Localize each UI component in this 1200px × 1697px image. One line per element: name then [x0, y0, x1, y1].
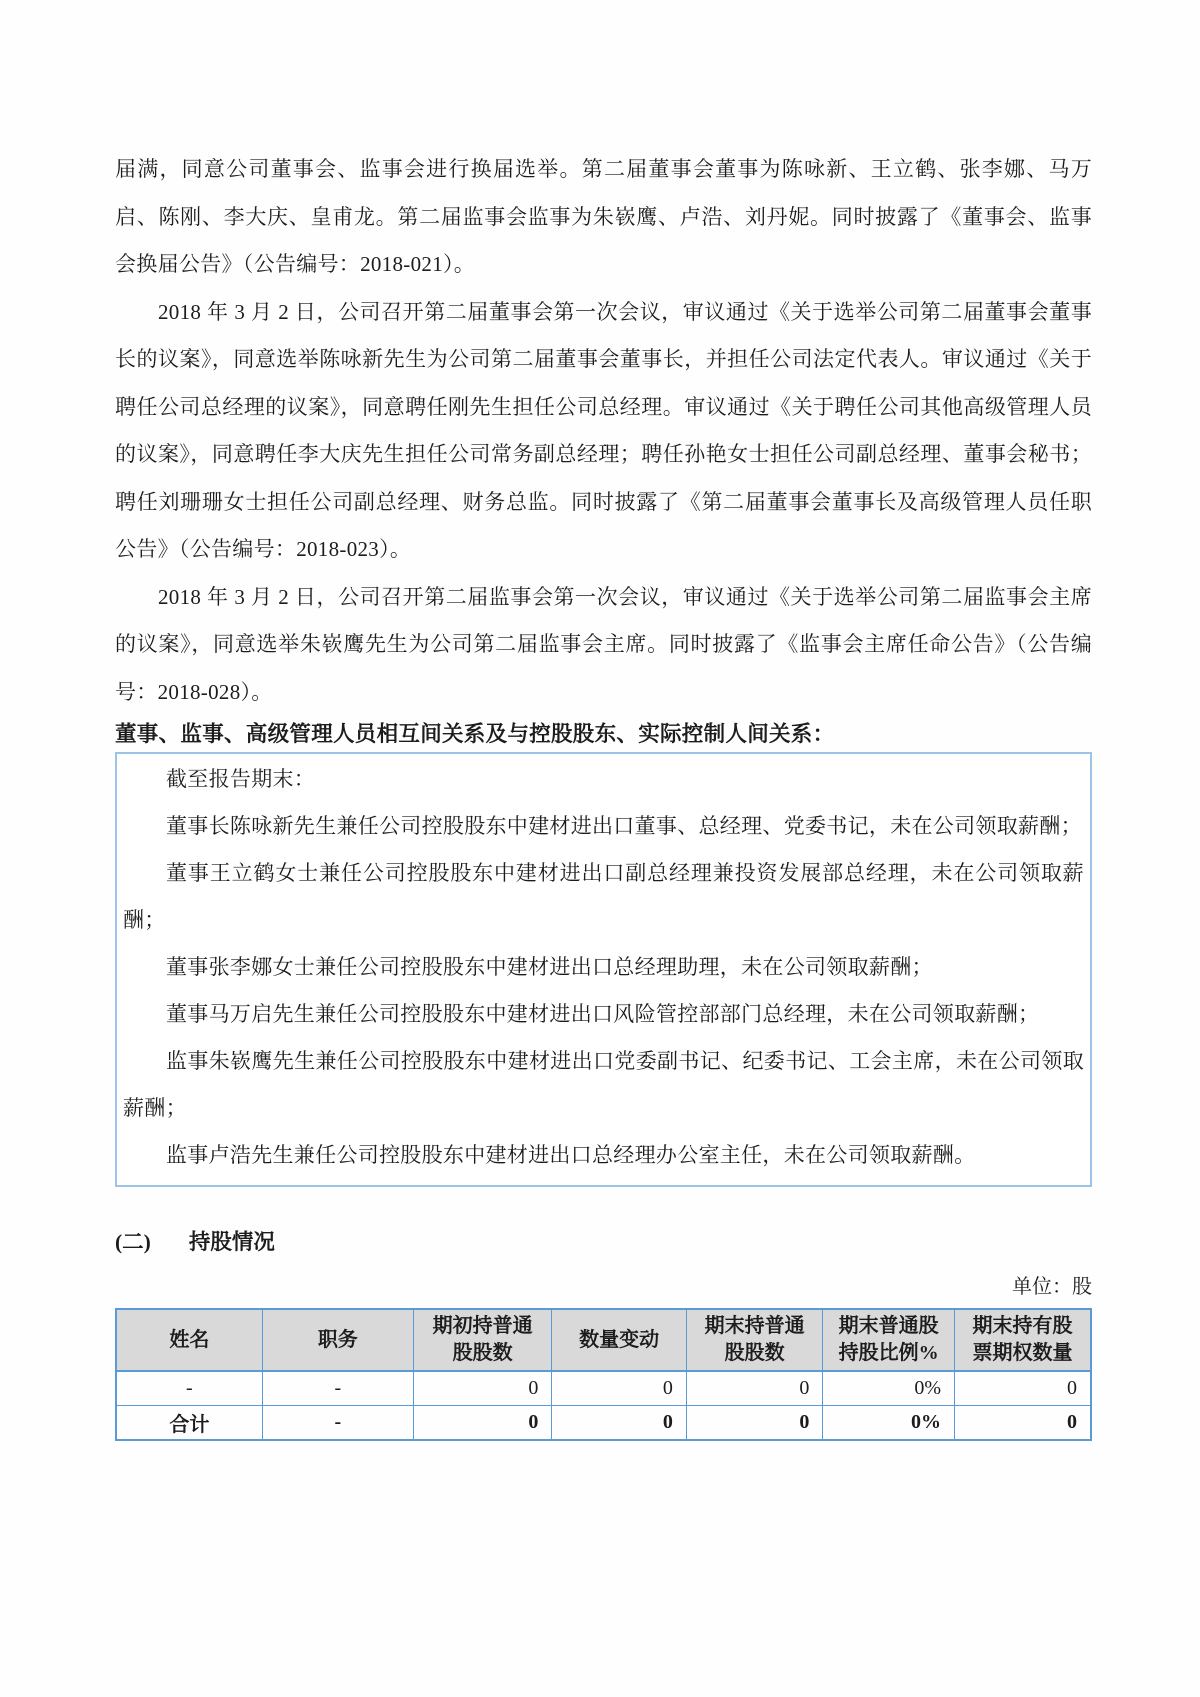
table-cell: 0	[954, 1371, 1091, 1406]
table-cell: 0	[686, 1406, 823, 1441]
paragraph: 2018 年 3 月 2 日，公司召开第二届董事会第一次会议，审议通过《关于选举公司第二届董事会董事长的议案》，同意选举陈咏新先生为公司第二届董事会董事长，并担任公司法定代表人。审议通过《关于聘任公司总经理的议案》，同意聘任刚先生担任公司总经理。审议通过《关于聘任公司其他高级管理人员的议案》，同意聘任李大庆先生担任公司常务副总经理；聘任孙艳女士担任公司副总经理、董事会秘书；聘任刘珊珊女士担任公司副总经理、财务总监。同时披露了《第二届董事会董事长及高级管理人员任职公告》（公告编号：2018-023）。	[115, 299, 1092, 561]
body-paragraphs	[115, 146, 1092, 716]
table-row	[116, 1406, 1091, 1441]
table-header-cell: 姓名	[116, 1309, 262, 1371]
unit-label: 单位：股	[1012, 1276, 1092, 1298]
relationship-box-line: 董事长陈咏新先生兼任公司控股股东中建材进出口董事、总经理、党委书记，未在公司领取薪酬；	[166, 814, 1082, 838]
table-row	[116, 1371, 1091, 1406]
table-cell: -	[116, 1371, 262, 1406]
table-cell: 0	[686, 1371, 823, 1406]
section-heading	[115, 1224, 1092, 1260]
relationship-box-line: 董事张李娜女士兼任公司控股股东中建材进出口总经理助理，未在公司领取薪酬；	[166, 955, 933, 979]
relationship-box	[115, 752, 1092, 1187]
table-header-cell: 期末普通股持股比例%	[823, 1309, 955, 1371]
table-cell: 0%	[823, 1406, 955, 1441]
table-header-cell: 期末持有股票期权数量	[954, 1309, 1091, 1371]
relationship-box-line: 董事马万启先生兼任公司控股股东中建材进出口风险管控部部门总经理，未在公司领取薪酬；	[166, 1002, 1040, 1026]
section-label: (二)	[115, 1230, 151, 1254]
table-header-cell: 期初持普通股股数	[413, 1309, 551, 1371]
relationship-box-line: 截至报告期末：	[166, 767, 316, 791]
table-cell: 0	[413, 1371, 551, 1406]
table-cell: 0	[552, 1406, 687, 1441]
holdings-table-body	[116, 1371, 1091, 1440]
relationship-box-line: 董事王立鹤女士兼任公司控股股东中建材进出口副总经理兼投资发展部总经理，未在公司领取薪酬；	[123, 861, 1084, 932]
table-cell: 0	[552, 1371, 687, 1406]
table-header-row	[116, 1309, 1091, 1371]
holdings-table-head	[116, 1309, 1091, 1371]
table-cell: 0%	[823, 1371, 955, 1406]
holdings-table	[115, 1308, 1092, 1441]
table-cell: 0	[954, 1406, 1091, 1441]
relationship-box-line: 监事卢浩先生兼任公司控股股东中建材进出口总经理办公室主任，未在公司领取薪酬。	[166, 1143, 976, 1167]
relationship-heading: 董事、监事、高级管理人员相互间关系及与控股股东、实际控制人间关系：	[115, 722, 835, 746]
paragraph: 2018 年 3 月 2 日，公司召开第二届监事会第一次会议，审议通过《关于选举公司第二届监事会主席的议案》，同意选举朱嵚鹰先生为公司第二届监事会主席。同时披露了《监事会主席任命公告》（公告编号：2018-028）。	[115, 584, 1092, 704]
relationship-box-line: 监事朱嵚鹰先生兼任公司控股股东中建材进出口党委副书记、纪委书记、工会主席，未在公司领取薪酬；	[123, 1049, 1084, 1120]
table-header-cell: 职务	[262, 1309, 413, 1371]
table-header-cell: 数量变动	[552, 1309, 687, 1371]
paragraph: 届满，同意公司董事会、监事会进行换届选举。第二届董事会董事为陈咏新、王立鹤、张李娜、马万启、陈刚、李大庆、皇甫龙。第二届监事会监事为朱嵚鹰、卢浩、刘丹妮。同时披露了《董事会、监事会换届公告》（公告编号：2018-021）。	[115, 157, 1092, 276]
section-title: 持股情况	[188, 1230, 275, 1254]
table-cell: -	[262, 1406, 413, 1441]
table-cell: -	[262, 1371, 413, 1406]
table-cell: 0	[413, 1406, 551, 1441]
table-header-cell: 期末持普通股股数	[686, 1309, 823, 1371]
table-cell: 合计	[116, 1406, 262, 1441]
